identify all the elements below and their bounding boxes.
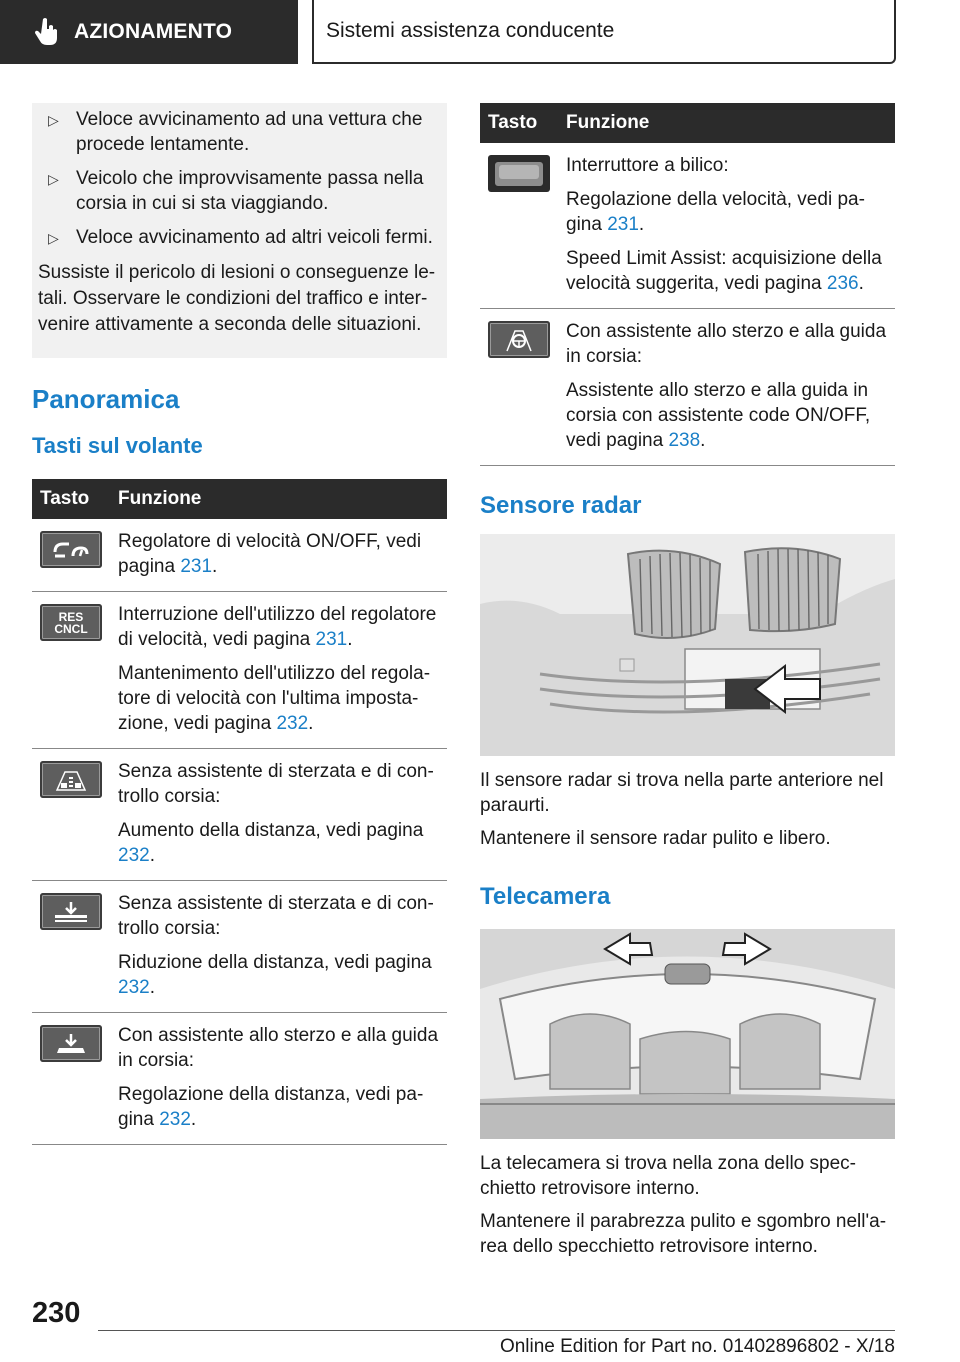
punctuation: . (149, 977, 155, 998)
radar-sensor-illustration (480, 534, 895, 756)
function-line-text: Con assistente allo sterzo e alla guida in corsia: (118, 1025, 439, 1071)
key-cell (32, 881, 110, 1013)
table-row (32, 881, 447, 1013)
col-header-function: Funzione (558, 103, 895, 143)
distance-adjust-icon[interactable] (40, 1025, 102, 1062)
function-cell (558, 309, 895, 466)
warning-bullet (38, 225, 437, 251)
function-text (566, 378, 887, 453)
triangle-bullet-icon: ▷ (48, 171, 59, 187)
function-line-text: Regolazione della distanza, vedi pagina (118, 1084, 424, 1130)
chapter-label: AZIONAMENTO (74, 20, 233, 43)
camera-text-2: Mantenere il parabrezza pulito e sgombro nell'area dello specchietto retrovisore interno. (480, 1211, 887, 1257)
punctuation: . (212, 556, 218, 577)
page-link[interactable]: 232 (118, 845, 150, 866)
camera-illustration (480, 929, 895, 1139)
table-row (32, 592, 447, 749)
distance-increase-icon[interactable] (40, 761, 102, 798)
steering-buttons-table-continued (480, 103, 895, 466)
punctuation: . (149, 845, 155, 866)
cruise-control-icon[interactable] (40, 531, 102, 568)
page-link[interactable]: 232 (118, 977, 150, 998)
function-line-text: Con assistente allo sterzo e alla guida in corsia: (566, 321, 887, 367)
page-link[interactable]: 232 (276, 713, 309, 734)
function-cell (110, 881, 447, 1013)
table-header-row (480, 103, 895, 143)
car-front-radar-image (480, 534, 895, 756)
punctuation: . (190, 1109, 197, 1130)
section-title-text: Sistemi assistenza conducente (326, 19, 615, 42)
table-row (32, 519, 447, 592)
section-heading-camera: Telecamera (480, 883, 611, 910)
key-cell (32, 592, 110, 749)
camera-text-1: La telecamera si trova nella zona dello specchietto retrovisore interno. (480, 1153, 856, 1199)
steering-buttons-table (32, 479, 447, 1145)
function-line-text: Regolatore di velocità ON/OFF, vedi pagina (118, 531, 422, 577)
function-line-text: Riduzione della distanza, vedi pagina (118, 952, 432, 973)
res-cncl-icon[interactable]: RES CNCL (40, 604, 102, 641)
footer-edition-text: Online Edition for Part no. 01402896802 - X/18 (499, 1336, 895, 1357)
subheading-steering-buttons: Tasti sul volante (32, 433, 203, 458)
warning-text: Sussiste il pericolo di lesioni o conseguenze letali. Osservare le condizioni del traffico e intervenire attivamente a seconda delle situazioni. (38, 262, 436, 335)
function-text (566, 319, 887, 369)
function-cell (110, 1013, 447, 1145)
function-text (118, 1023, 439, 1073)
page-link[interactable]: 231 (607, 214, 639, 235)
footer-divider (98, 1330, 895, 1331)
function-text (118, 759, 439, 809)
warning-box (32, 103, 447, 358)
function-line-text: Mantenimento dell'utilizzo del regolatore di velocità con l'ultima impostazione, vedi pagina (118, 663, 431, 734)
warning-bullet (38, 166, 437, 216)
function-cell (110, 519, 447, 592)
bullet-text: Veloce avvicinamento ad una vettura che procede lentamente. (76, 109, 423, 155)
function-cell (558, 143, 895, 309)
function-text (566, 187, 887, 237)
bullet-text: Veloce avvicinamento ad altri veicoli fermi. (76, 227, 433, 248)
page-link[interactable]: 232 (159, 1109, 191, 1130)
section-heading-radar: Sensore radar (480, 492, 642, 519)
triangle-bullet-icon: ▷ (48, 230, 59, 246)
punctuation: . (347, 629, 353, 650)
page-link[interactable]: 231 (315, 629, 348, 650)
key-cell (32, 1013, 110, 1145)
key-cell (32, 519, 110, 592)
distance-decrease-icon[interactable] (40, 893, 102, 930)
key-cell (32, 749, 110, 881)
steering-assist-icon[interactable] (488, 321, 550, 358)
page-section-title (312, 0, 896, 64)
function-text (118, 950, 439, 1000)
punctuation: . (638, 214, 645, 235)
function-line-text: Senza assistente di sterzata e di controllo corsia: (118, 761, 434, 807)
function-line-text: Regolazione della velocità, vedi pagina (566, 189, 865, 235)
table-row (32, 749, 447, 881)
function-text (118, 891, 439, 941)
function-text (118, 818, 439, 868)
function-cell (110, 592, 447, 749)
function-line-text: Interruzione dell'utilizzo del regolatore di velocità, vedi pagina (118, 604, 437, 650)
bullet-text: Veicolo che improvvisamente passa nella corsia in cui si sta viaggiando. (76, 168, 424, 214)
page-link[interactable]: 238 (668, 430, 701, 451)
col-header-key: Tasto (480, 103, 558, 143)
table-row (32, 1013, 447, 1145)
col-header-key: Tasto (32, 479, 110, 519)
function-text (118, 529, 439, 579)
triangle-bullet-icon: ▷ (48, 112, 59, 128)
function-text (118, 1082, 439, 1132)
punctuation: . (308, 713, 314, 734)
col-header-function: Funzione (110, 479, 447, 519)
page-link[interactable]: 231 (180, 556, 213, 577)
key-cell (480, 143, 558, 309)
function-line-text: Senza assistente di sterzata e di controllo corsia: (118, 893, 434, 939)
function-line-text: Interruttore a bilico: (566, 155, 729, 176)
function-line-text: Aumento della distanza, vedi pagina (118, 820, 424, 841)
left-column (32, 103, 447, 1145)
key-cell (480, 309, 558, 466)
hand-pointer-icon (34, 17, 60, 47)
punctuation: . (700, 430, 706, 451)
function-text (118, 661, 439, 736)
warning-bullet (38, 107, 437, 157)
function-cell (110, 749, 447, 881)
function-text (566, 153, 887, 178)
function-line-text: Assistente allo sterzo e alla guida in corsia con assistente code ON/OFF, vedi pagina (566, 380, 871, 451)
punctuation: . (858, 273, 864, 294)
radar-text-2: Mantenere il sensore radar pulito e libero. (480, 828, 831, 849)
section-heading-panoramica: Panoramica (32, 384, 180, 414)
table-header-row (32, 479, 447, 519)
function-text (566, 246, 887, 296)
page-number: 230 (32, 1297, 81, 1329)
table-row (480, 143, 895, 309)
function-line-text: Speed Limit Assist: acquisizione della velocità suggerita, vedi pagina (566, 248, 882, 294)
chapter-tab[interactable] (0, 0, 298, 64)
windshield-camera-image (480, 929, 895, 1139)
table-row (480, 309, 895, 466)
page-link[interactable]: 236 (826, 273, 859, 294)
radar-text-1: Il sensore radar si trova nella parte anteriore nel paraurti. (480, 770, 884, 816)
function-text (118, 602, 439, 652)
rocker-switch-icon[interactable] (488, 155, 550, 192)
right-column (480, 103, 895, 1259)
